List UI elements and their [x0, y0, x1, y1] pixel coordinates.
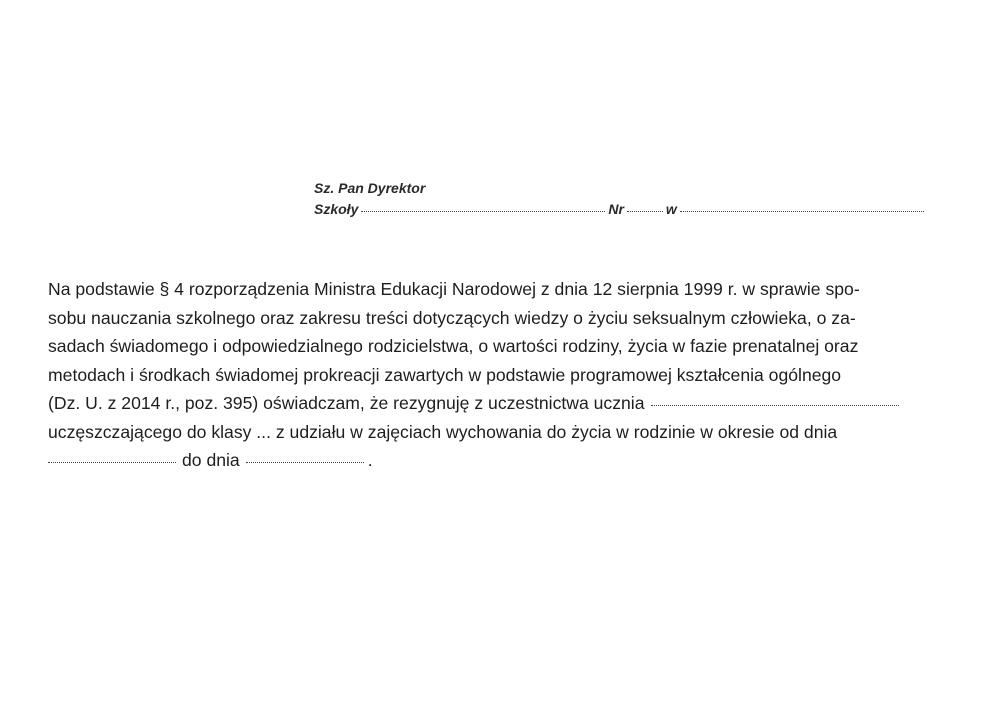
declaration-line-2: sobu nauczania szkolnego oraz zakresu treści dotyczących wiedzy o życiu seksualnym człowieka, o za-	[48, 307, 856, 328]
declaration-line-5-text: (Dz. U. z 2014 r., poz. 395) oświadczam, że rezygnuję z uczestnictwa ucznia	[48, 393, 645, 413]
declaration-line-4: metodach i środkach świadomej prokreacji zawartych w podstawie programowej kształcenia ogólnego	[48, 364, 842, 385]
school-name-field[interactable]	[361, 211, 605, 212]
addressee-school-line	[314, 199, 954, 220]
addressee-title	[314, 178, 954, 199]
school-location-field[interactable]	[680, 211, 924, 212]
addressee-title-text: Sz. Pan Dyrektor	[314, 180, 426, 196]
declaration-line-3: sadach świadomego i odpowiedzialnego rodzicielstwa, o wartości rodziny, życia w fazie prenatalnej oraz	[48, 336, 859, 356]
school-number-field[interactable]	[627, 211, 663, 212]
school-label: Szkoły	[314, 201, 359, 217]
declaration-line-1: Na podstawie § 4 rozporządzenia Ministra Edukacji Narodowej z dnia 12 sierpnia 1999 r. w sprawie spo-	[48, 279, 860, 299]
pupil-name-field[interactable]	[651, 405, 899, 406]
declaration-text	[48, 275, 978, 475]
declaration-line-7	[48, 446, 978, 475]
declaration-line-5	[48, 389, 978, 418]
addressee-block	[314, 178, 954, 220]
declaration-end-period: .	[367, 450, 373, 470]
date-from-field[interactable]	[48, 462, 176, 463]
school-number-label: Nr	[608, 201, 624, 217]
date-to-field[interactable]	[246, 462, 364, 463]
date-to-label: do dnia	[182, 450, 240, 470]
school-location-label: w	[665, 201, 677, 217]
declaration-line-6: uczęszczającego do klasy ... z udziału w zajęciach wychowania do życia w rodzinie w okresie od dnia	[48, 421, 838, 442]
